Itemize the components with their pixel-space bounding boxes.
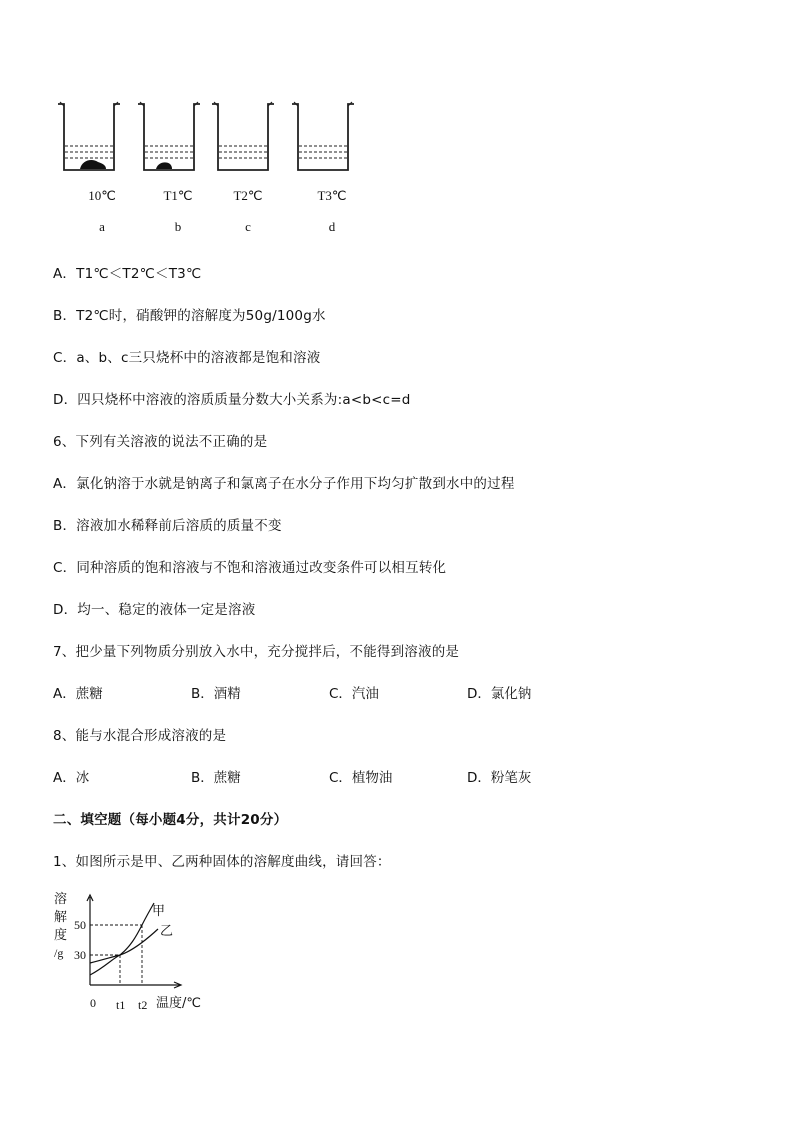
curve-jia (90, 903, 154, 975)
x-axis-label: 温度/℃ (156, 996, 201, 1011)
beaker-c-temp: T2℃ (233, 188, 263, 203)
y-tick-50: 50 (74, 918, 86, 932)
fill-q1-stem: 1、如图所示是甲、乙两种固体的溶解度曲线，请回答： (53, 854, 391, 870)
q7-option-c: C．汽油 (329, 686, 379, 702)
beaker-b-temp: T1℃ (163, 188, 193, 203)
q7-option-a: A．蔗糖 (53, 686, 103, 702)
q7-option-d: D．氯化钠 (467, 686, 532, 702)
curve-label-jia: 甲 (152, 904, 166, 919)
solubility-graph (50, 885, 220, 1015)
beaker-figure (56, 100, 376, 240)
ylabel-char-2: 解 (54, 910, 68, 925)
beaker-c (210, 100, 276, 172)
q8-stem: 8、能与水混合形成溶液的是 (53, 728, 227, 744)
beaker-b-letter: b (174, 219, 182, 234)
q5-option-d: D．四只烧杯中溶液的溶质质量分数大小关系为:a<b<c=d (53, 392, 411, 408)
curve-yi (90, 929, 158, 963)
q6-option-c: C．同种溶质的饱和溶液与不饱和溶液通过改变条件可以相互转化 (53, 560, 447, 576)
q7-option-b: B．酒精 (191, 686, 241, 702)
x-tick-t2: t2 (138, 998, 148, 1012)
ylabel-char-1: 溶 (54, 892, 68, 907)
q6-stem: 6、下列有关溶液的说法不正确的是 (53, 434, 268, 450)
ylabel-char-3: 度 (54, 928, 68, 943)
q6-option-d: D．均一、稳定的液体一定是溶液 (53, 602, 256, 618)
q8-option-b: B．蔗糖 (191, 770, 241, 786)
origin-label: 0 (90, 996, 96, 1010)
beaker-a (56, 100, 122, 172)
q8-option-a: A．冰 (53, 770, 90, 786)
beaker-c-letter: c (245, 219, 251, 234)
q8-option-c: C．植物油 (329, 770, 393, 786)
beaker-d-temp: T3℃ (317, 188, 347, 203)
beaker-d (290, 100, 356, 172)
curve-label-yi: 乙 (160, 924, 174, 939)
q5-option-b: B．T2℃时，硝酸钾的溶解度为50g/100g水 (53, 308, 326, 324)
ylabel-unit: /g (54, 946, 64, 960)
q5-option-c: C．a、b、c三只烧杯中的溶液都是饱和溶液 (53, 350, 321, 366)
q6-option-b: B．溶液加水稀释前后溶质的质量不变 (53, 518, 282, 534)
q6-option-a: A．氯化钠溶于水就是钠离子和氯离子在水分子作用下均匀扩散到水中的过程 (53, 476, 515, 492)
beaker-a-letter: a (99, 219, 105, 234)
beaker-b (136, 100, 202, 172)
q8-option-d: D．粉笔灰 (467, 770, 532, 786)
section-heading: 二、填空题（每小题4分，共计20分） (53, 812, 288, 828)
beaker-d-letter: d (328, 219, 336, 234)
q7-stem: 7、把少量下列物质分别放入水中，充分搅拌后，不能得到溶液的是 (53, 644, 460, 660)
y-tick-30: 30 (74, 948, 86, 962)
q5-option-a: A．T1℃＜T2℃＜T3℃ (53, 266, 202, 282)
x-tick-t1: t1 (116, 998, 126, 1012)
beaker-a-temp: 10℃ (88, 188, 116, 203)
